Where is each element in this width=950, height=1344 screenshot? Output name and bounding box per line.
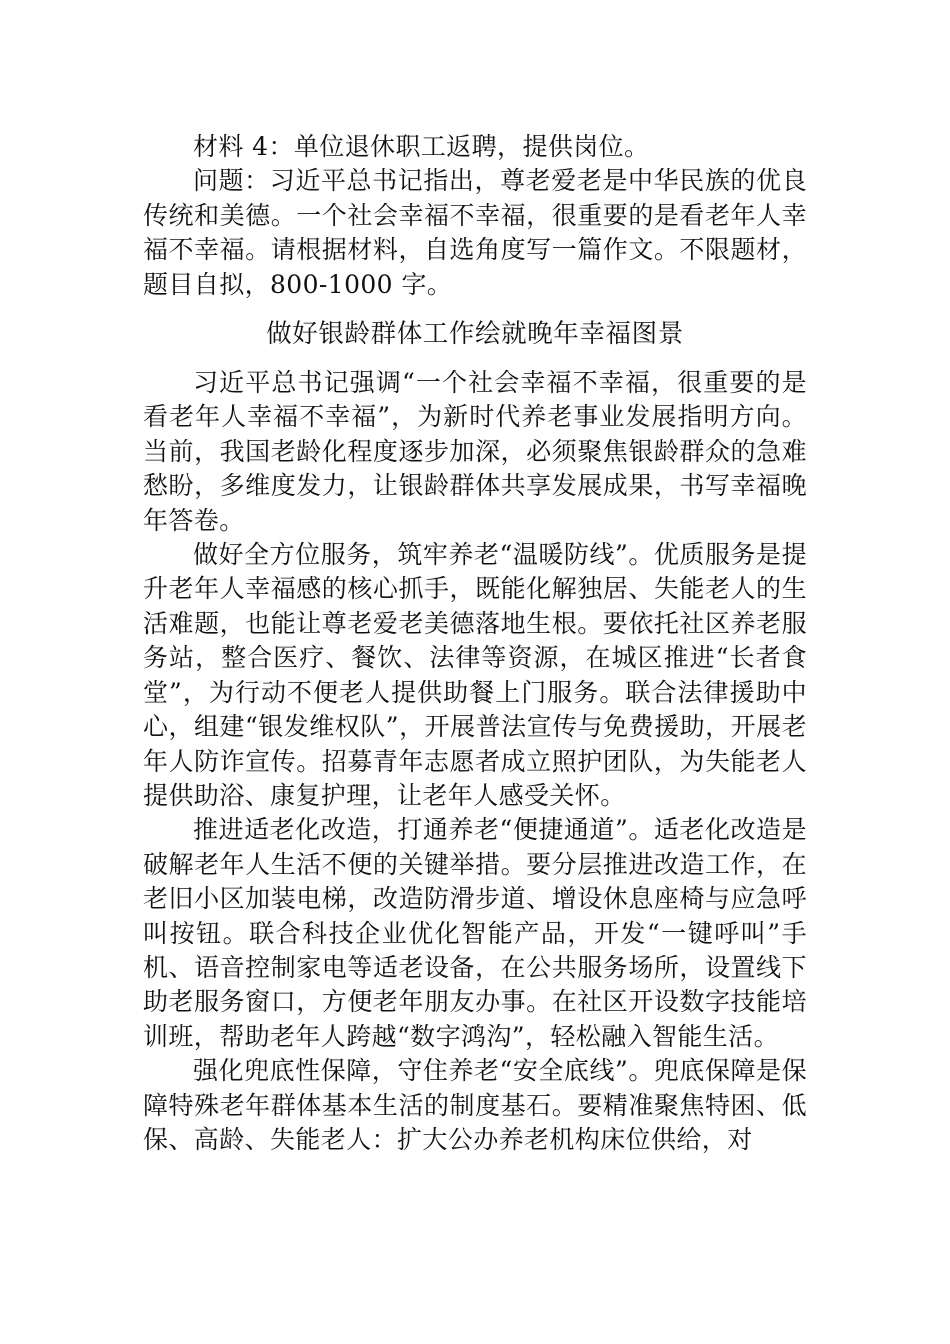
- essay-paragraph-service: 做好全方位服务，筑牢养老“温暖防线”。优质服务是提升老年人幸福感的核心抓手，既能化解独居、失能老人的生活难题，也能让尊老爱老美德落地生根。要依托社区养老服务站，整合医疗、餐饮、法律等资源，在城区推进“长者食堂”，为行动不便老人提供助餐上门服务。联合法律援助中心，组建“银发维权队”，开展普法宣传与免费援助，开展老年人防诈宣传。招募青年志愿者成立照护团队，为失能老人提供助浴、康复护理，让老年人感受关怀。: [143, 540, 807, 810]
- essay-paragraph-safety-net: 强化兜底性保障，守住养老“安全底线”。兜底保障是保障特殊老年群体基本生活的制度基石。要精准聚焦特困、低保、高龄、失能老人：扩大公办养老机构床位供给，对: [143, 1056, 807, 1154]
- question-paragraph: 问题：习近平总书记指出，尊老爱老是中华民族的优良传统和美德。一个社会幸福不幸福，很重要的是看老年人幸福不幸福。请根据材料，自选角度写一篇作文。不限题材，题目自拟，800-1000 字。: [143, 166, 807, 299]
- essay-paragraph-intro: 习近平总书记强调“一个社会幸福不幸福，很重要的是看老年人幸福不幸福”，为新时代养老事业发展指明方向。当前，我国老龄化程度逐步加深，必须聚焦银龄群众的急难愁盼，多维度发力，让银龄群体共享发展成果，书写幸福晚年答卷。: [143, 368, 807, 535]
- document-page: [143, 130, 807, 1157]
- material-line: 材料 4：单位退休职工返聘，提供岗位。: [193, 132, 650, 161]
- essay-paragraph-renovation: 推进适老化改造，打通养老“便捷通道”。适老化改造是破解老年人生活不便的关键举措。要分层推进改造工作，在老旧小区加装电梯，改造防滑步道、增设休息座椅与应急呼叫按钮。联合科技企业优化智能产品，开发“一键呼叫”手机、语音控制家电等适老设备，在公共服务场所，设置线下助老服务窗口，方便老年朋友办事。在社区开设数字技能培训班，帮助老年人跨越“数字鸿沟”，轻松融入智能生活。: [143, 815, 807, 1051]
- essay-title: 做好银龄群体工作绘就晚年幸福图景: [266, 319, 684, 350]
